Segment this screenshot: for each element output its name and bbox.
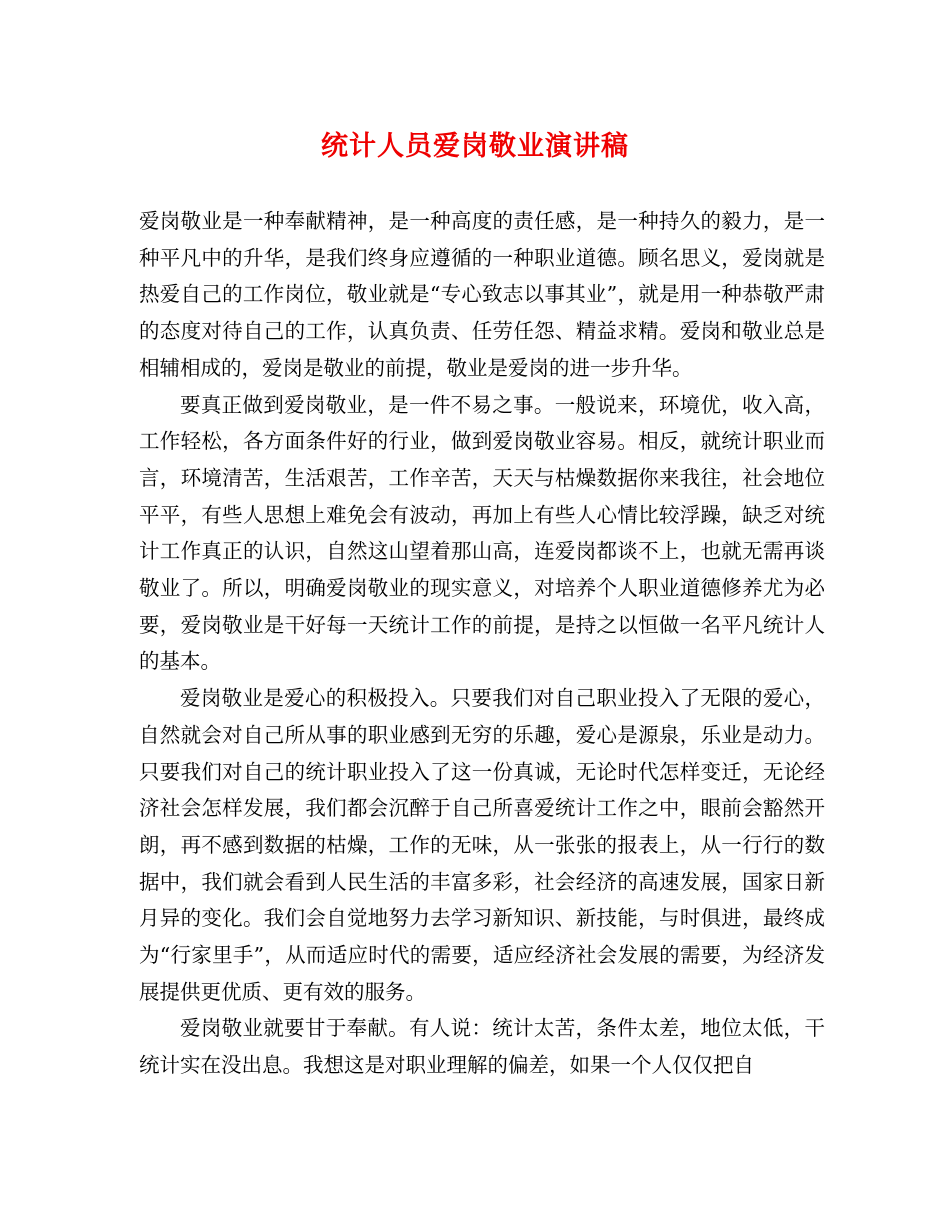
paragraph-1: 爱岗敬业是一种奉献精神，是一种高度的责任感，是一种持久的毅力，是一种平凡中的升华，是我们终身应遵循的一种职业道德。顾名思义，爱岗就是热爱自己的工作岗位，敬业就是“专心致志以事其业”，就是用一种恭敬严肃的态度对待自己的工作，认真负责、任劳任怨、精益求精。爱岗和敬业总是相辅相成的，爱岗是敬业的前提，敬业是爱岗的进一步升华。 xyxy=(139,209,825,380)
paragraph-4: 爱岗敬业就要甘于奉献。有人说：统计太苦，条件太差，地位太低，干统计实在没出息。我想这是对职业理解的偏差，如果一个人仅仅把自 xyxy=(139,1016,825,1078)
paragraph-2: 要真正做到爱岗敬业，是一件不易之事。一般说来，环境优，收入高，工作轻松，各方面条件好的行业，做到爱岗敬业容易。相反，就统计职业而言，环境清苦，生活艰苦，工作辛苦，天天与枯燥数据你来我往，社会地位平平，有些人思想上难免会有波动，再加上有些人心情比较浮躁，缺乏对统计工作真正的认识，自然这山望着那山高，连爱岗都谈不上，也就无需再谈敬业了。所以，明确爱岗敬业的现实意义，对培养个人职业道德修养尤为必要，爱岗敬业是干好每一天统计工作的前提，是持之以恒做一名平凡统计人的基本。 xyxy=(139,392,825,674)
document-title: 统计人员爱岗敬业演讲稿 xyxy=(321,131,629,162)
document-body xyxy=(139,203,825,1084)
paragraph-3: 爱岗敬业是爱心的积极投入。只要我们对自己职业投入了无限的爱心，自然就会对自己所从事的职业感到无穷的乐趣，爱心是源泉，乐业是动力。只要我们对自己的统计职业投入了这一份真诚，无论时代怎样变迁，无论经济社会怎样发展，我们都会沉醉于自己所喜爱统计工作之中，眼前会豁然开朗，再不感到数据的枯燥，工作的无味，从一张张的报表上，从一行行的数据中，我们就会看到人民生活的丰富多彩，社会经济的高速发展，国家日新月异的变化。我们会自觉地努力去学习新知识、新技能，与时俱进，最终成为“行家里手”，从而适应时代的需要，适应经济社会发展的需要，为经济发展提供更优质、更有效的服务。 xyxy=(139,686,825,1004)
